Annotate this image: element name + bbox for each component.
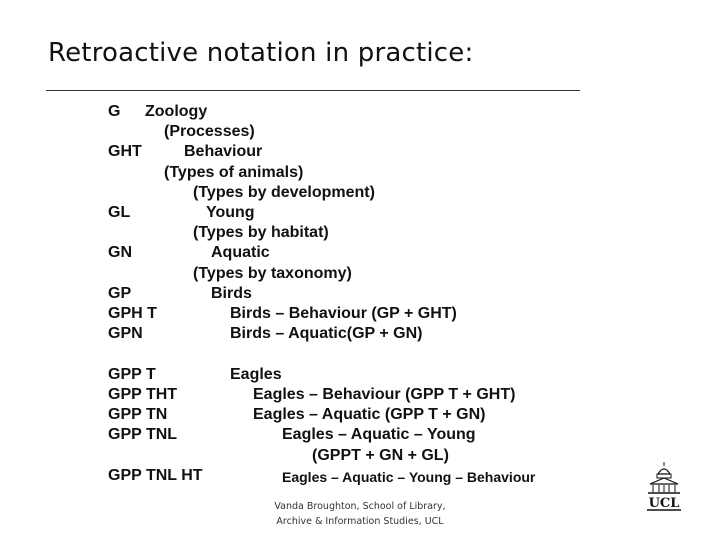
class-caption: Eagles – Behaviour (GPP T + GHT) [253, 386, 516, 403]
notation-code: GHT [108, 143, 142, 160]
class-caption: Birds [211, 285, 252, 302]
class-caption: Young [206, 204, 255, 221]
notation-code: GL [108, 204, 131, 221]
footer-affiliation: Archive & Information Studies, UCL [276, 516, 444, 527]
notation-code: GPP TNL [108, 426, 178, 443]
notation-code: GP [108, 285, 132, 302]
slide-title: Retroactive notation in practice: [48, 38, 474, 68]
facet-indicator: (Types by taxonomy) [193, 265, 352, 282]
class-caption: Aquatic [211, 244, 270, 261]
class-caption: Behaviour [184, 143, 263, 160]
class-caption: Birds – Behaviour (GP + GHT) [230, 305, 457, 322]
notation-code: G [108, 103, 121, 120]
class-caption: Eagles [230, 366, 282, 383]
notation-code: GPP TNL HT [108, 467, 203, 484]
notation-code: GPP TN [108, 406, 168, 423]
class-caption: Eagles – Aquatic – Young – Behaviour [282, 469, 536, 485]
class-caption: Birds – Aquatic(GP + GN) [230, 325, 423, 342]
combination-formula: (GPPT + GN + GL) [312, 447, 449, 464]
footer-author: Vanda Broughton, School of Library, [274, 501, 446, 512]
notation-code: GN [108, 244, 132, 261]
class-caption: Zoology [145, 103, 208, 120]
facet-indicator: (Types by habitat) [193, 224, 329, 241]
title-underline [46, 90, 580, 91]
facet-indicator: (Types of animals) [164, 164, 304, 181]
notation-code: GPP THT [108, 386, 178, 403]
class-caption: Eagles – Aquatic (GPP T + GN) [253, 406, 486, 423]
notation-code: GPH T [108, 305, 157, 322]
notation-code: GPN [108, 325, 143, 342]
notation-code: GPP T [108, 366, 156, 383]
facet-indicator: (Types by development) [193, 184, 375, 201]
facet-indicator: (Processes) [164, 123, 255, 140]
class-caption: Eagles – Aquatic – Young [282, 426, 476, 443]
ucl-logo-icon [642, 460, 686, 512]
logo-wordmark: UCL [648, 496, 680, 511]
